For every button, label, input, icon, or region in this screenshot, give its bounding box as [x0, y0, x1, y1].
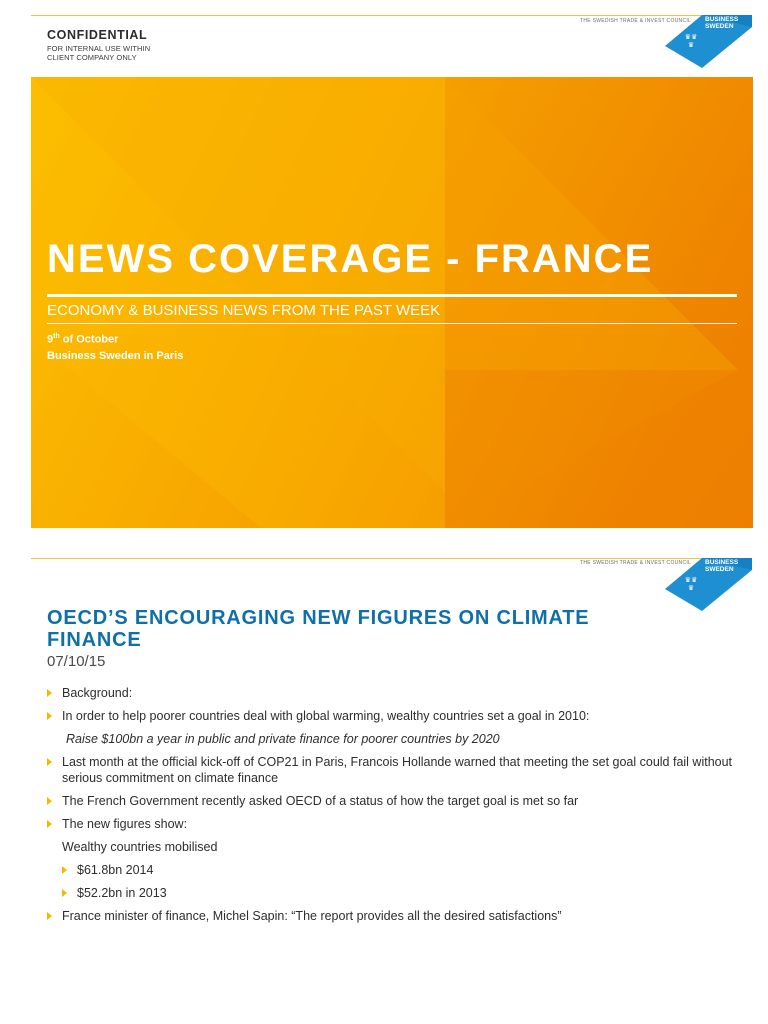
sub-list-item [47, 862, 737, 878]
cover-subtitle: ECONOMY & BUSINESS NEWS FROM THE PAST WEEK [47, 302, 441, 319]
list-item-text: The French Government recently asked OECD of a status of how the target goal is met so far [62, 794, 579, 808]
subtitle-rule [47, 323, 737, 324]
goal-quote [47, 731, 737, 747]
logo-line-1: BUSINESS [705, 16, 739, 23]
crowns-icon: ♛♛ ♛ [684, 34, 698, 49]
logo-line-1: BUSINESS [705, 559, 739, 566]
title-rule [47, 294, 737, 297]
confidential-label: CONFIDENTIAL [47, 28, 148, 42]
bullet-arrow-icon [47, 689, 52, 697]
logo-line-2: SWEDEN [705, 566, 734, 573]
cover-banner [31, 77, 753, 528]
list-item [47, 839, 737, 855]
business-sweden-logo [665, 556, 755, 612]
cover-date [47, 333, 118, 346]
date-rest: of October [59, 333, 119, 346]
top-rule [31, 15, 752, 16]
date-day: 9 [47, 333, 54, 346]
article-date: 07/10/15 [47, 653, 106, 670]
list-item [47, 793, 737, 809]
bullet-arrow-icon [62, 866, 67, 874]
list-item-text: $52.2bn in 2013 [77, 886, 167, 900]
council-tagline: THE SWEDISH TRADE & INVEST COUNCIL [580, 560, 692, 566]
bullet-arrow-icon [47, 820, 52, 828]
list-item-text: $61.8bn 2014 [77, 863, 154, 877]
date-suffix: th [53, 333, 60, 340]
council-tagline: THE SWEDISH TRADE & INVEST COUNCIL [580, 18, 692, 24]
list-item-text: Last month at the official kick-off of COP21 in Paris, Francois Hollande warned that meeting the set goal could fail without serious commitment on climate finance [62, 755, 733, 785]
confidential-note-line2: CLIENT COMPANY ONLY [47, 53, 137, 62]
bullet-arrow-icon [47, 712, 52, 720]
list-item-text: Raise $100bn a year in public and private finance for poorer countries by 2020 [66, 732, 500, 746]
list-item [47, 754, 737, 786]
crowns-icon: ♛♛ ♛ [684, 577, 698, 592]
list-item [47, 685, 737, 701]
bullet-arrow-icon [47, 797, 52, 805]
article-heading: OECD’S ENCOURAGING NEW FIGURES ON CLIMATE FINANCE [47, 607, 590, 651]
logo-line-2: SWEDEN [705, 23, 734, 30]
bullet-arrow-icon [47, 758, 52, 766]
list-item [47, 816, 737, 832]
list-item [47, 708, 737, 724]
cover-location: Business Sweden in Paris [47, 350, 184, 362]
list-item-text: France minister of finance, Michel Sapin: “The report provides all the desired satisfactions” [62, 909, 562, 923]
sub-list-item [47, 885, 737, 901]
cover-title: NEWS COVERAGE - FRANCE [47, 237, 654, 281]
list-item [47, 908, 737, 924]
news-slide [0, 548, 768, 1024]
confidential-note-line1: FOR INTERNAL USE WITHIN [47, 44, 151, 53]
list-item-text: Wealthy countries mobilised [62, 840, 218, 854]
bullet-list [47, 685, 737, 924]
list-item-text: In order to help poorer countries deal with global warming, wealthy countries set a goal in 2010: [62, 709, 590, 723]
bullet-arrow-icon [47, 912, 52, 920]
top-rule [31, 558, 752, 559]
list-item-text: The new figures show: [62, 817, 188, 831]
bullet-arrow-icon [62, 889, 67, 897]
business-sweden-logo [665, 13, 755, 69]
list-item-text: Background: [62, 686, 133, 700]
